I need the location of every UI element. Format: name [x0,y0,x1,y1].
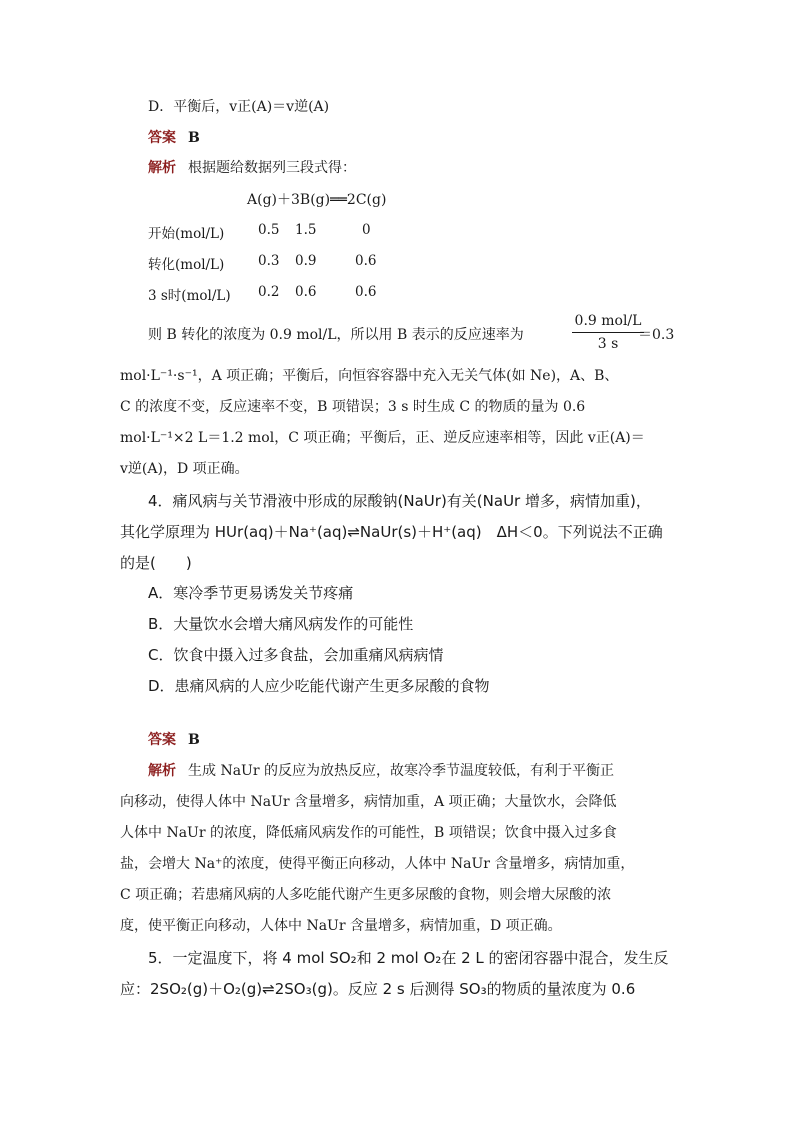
q4-option-d: D．患痛风病的人应少吃能代谢产生更多尿酸的食物 [148,677,490,695]
q3-answer [148,128,200,148]
q4-stem-line: 的是( ) [120,554,192,572]
value-a: 0.2 [258,284,280,300]
value-b: 1.5 [295,222,317,238]
q4-stem-line: 其化学原理为 HUr(aq)＋Na⁺(aq)⇌NaUr(s)＋H⁺(aq) ΔH＜0。下列说法不正确 [120,523,663,541]
q4-option-b: B．大量饮水会增大痛风病发作的可能性 [148,615,414,633]
q4-analysis-line: 人体中 NaUr 的浓度，降低痛风病发作的可能性，B 项错误；饮食中摄入过多食 [120,825,617,841]
value-b: 0.9 [295,253,317,269]
analysis-label: 解析 [148,160,176,176]
q4-stem-line: 4．痛风病与关节滑液中形成的尿酸钠(NaUr)有关(NaUr 增多，病情加重)， [148,492,651,510]
q4-analysis-line: 向移动，使得人体中 NaUr 含量增多，病情加重，A 项正确；大量饮水，会降低 [120,794,617,810]
value-b: 0.6 [295,284,317,300]
value-c: 0 [362,222,371,238]
reaction-equation: A(g)＋3B(g)══2C(g) [247,192,387,208]
q3-option-d: D．平衡后，v正(A)＝v逆(A) [148,99,330,115]
analysis-intro-text: 根据题给数据列三段式得： [188,160,356,176]
q3-rate-text: 则 B 转化的浓度为 0.9 mol/L，所以用 B 表示的反应速率为 [148,327,524,343]
value-c: 0.6 [355,284,377,300]
fraction-numerator: 0.9 mol/L [574,313,642,329]
q4-answer [148,730,200,750]
q3-analysis-line: mol·L⁻¹·s⁻¹，A 项正确；平衡后，向恒容容器中充入无关气体(如 Ne)，A、B、 [120,368,619,384]
answer-label: 答案 [148,732,176,748]
answer-value: B [188,130,200,146]
q5-stem-line: 应：2SO₂(g)＋O₂(g)⇌2SO₃(g)。反应 2 s 后测得 SO₃的物质的量浓度为 0.6 [120,980,636,998]
value-c: 0.6 [355,253,377,269]
row-label: 3 s时(mol/L) [148,288,231,304]
answer-value: B [188,732,200,748]
analysis-label: 解析 [148,763,176,779]
value-a: 0.3 [258,253,280,269]
q4-option-a: A．寒冷季节更易诱发关节疼痛 [148,584,354,602]
q4-analysis-line: C 项正确；若患痛风病的人多吃能代谢产生更多尿酸的食物，则会增大尿酸的浓 [120,887,612,903]
answer-label: 答案 [148,130,176,146]
rate-fraction [572,313,644,352]
q5-stem-line: 5．一定温度下，将 4 mol SO₂和 2 mol O₂在 2 L 的密闭容器中混合，发生反 [148,949,669,967]
row-label: 转化(mol/L) [148,257,225,273]
fraction-denominator: 3 s [597,336,619,352]
q3-analysis-line: v逆(A)，D 项正确。 [120,461,249,477]
q3-analysis-intro [148,158,356,178]
q4-analysis-line: 盐，会增大 Na⁺的浓度，使得平衡正向移动，人体中 NaUr 含量增多，病情加重， [120,856,635,872]
q4-option-c: C．饮食中摄入过多食盐，会加重痛风病病情 [148,646,444,664]
value-a: 0.5 [258,222,280,238]
analysis-text: 生成 NaUr 的反应为放热反应，故寒冷季节温度较低，有利于平衡正 [188,763,614,779]
q3-analysis-line: mol·L⁻¹×2 L＝1.2 mol，C 项正确；平衡后，正、逆反应速率相等，因此 v正(A)＝ [120,430,645,446]
fraction-result: ＝0.3 [638,327,675,343]
row-label: 开始(mol/L) [148,226,225,242]
q4-analysis-line: 度，使平衡正向移动，人体中 NaUr 含量增多，病情加重，D 项正确。 [120,918,562,934]
q4-analysis-line [148,761,614,781]
fraction-bar [572,332,644,333]
q3-analysis-line: C 的浓度不变，反应速率不变，B 项错误；3 s 时生成 C 的物质的量为 0.6 [120,399,586,415]
